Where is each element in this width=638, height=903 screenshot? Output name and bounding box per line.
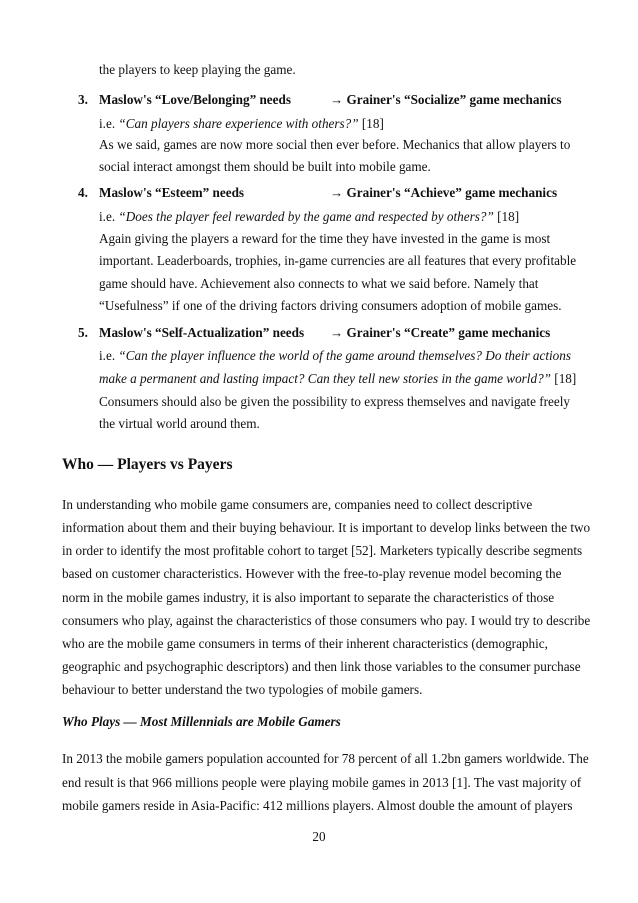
item-5-text-line: Consumers should also be given the possibility to express themselves and navigate freely <box>99 394 570 409</box>
item-3-question-line <box>99 116 384 132</box>
paragraph-line: information about them and their buying behaviour. It is important to develop links between the two <box>62 520 591 535</box>
item-4-question: “Does the player feel rewarded by the game and respected by others?” <box>118 209 494 224</box>
paragraph-line: end result is that 966 millions people were playing mobile games in 2013 [1]. The vast majority of <box>62 775 582 790</box>
item-4-text-line: “Usefulness” if one of the driving factors driving consumers adoption of mobile games. <box>99 298 562 313</box>
item-3-ref: [18] <box>358 116 384 131</box>
item-3-text-line: social interact amongst them should be built into mobile game. <box>99 159 431 174</box>
item-5-maslow: Maslow's “Self-Actualization” needs <box>99 325 305 340</box>
paragraph-line: In understanding who mobile game consumers are, companies need to collect descriptive <box>62 497 533 512</box>
paragraph-line: norm in the mobile games industry, it is also important to separate the characteristics of those <box>62 590 555 605</box>
item-3-question: “Can players share experience with others?” <box>118 116 359 131</box>
item-3-grainer: → Grainer's “Socialize” game mechanics <box>330 92 562 107</box>
item-4-question-line <box>99 209 519 225</box>
item-3-text-line: As we said, games are now more social then ever before. Mechanics that allow players to <box>99 137 571 152</box>
page-number: 20 <box>312 829 326 844</box>
paragraph-line: in order to identify the most profitable cohort to target [52]. Marketers typically describe segments <box>62 543 583 558</box>
paragraph-line: In 2013 the mobile gamers population accounted for 78 percent of all 1.2bn gamers worldwide. The <box>62 751 589 766</box>
item-5-text-line: the virtual world around them. <box>99 416 260 431</box>
item-4-text-line: game should have. Achievement also connects to what we said before. Namely that <box>99 276 539 291</box>
paragraph-line: based on customer characteristics. However with the free-to-play revenue model becoming the <box>62 566 562 581</box>
paragraph-line: geographic and psychographic descriptors) and then link those variables to the consumer purchase <box>62 659 581 674</box>
intro-line: the players to keep playing the game. <box>99 62 296 77</box>
paragraph-line: mobile gamers reside in Asia-Pacific: 412 millions players. Almost double the amount of players <box>62 798 573 813</box>
item-5-question: “Can the player influence the world of the game around themselves? Do their actions <box>118 348 572 363</box>
item-4-grainer: → Grainer's “Achieve” game mechanics <box>330 185 558 200</box>
subheading: Who Plays — Most Millennials are Mobile Gamers <box>62 714 341 729</box>
item-4-maslow: Maslow's “Esteem” needs <box>99 185 245 200</box>
item-5-question-cont: make a permanent and lasting impact? Can they tell new stories in the game world?” <box>99 371 551 386</box>
item-5-question-line-2 <box>99 371 576 387</box>
item-5-question-line <box>99 348 571 364</box>
item-4-number: 4. <box>78 185 88 200</box>
ie-prefix: i.e. <box>99 348 119 363</box>
item-3-number: 3. <box>78 92 88 107</box>
item-4-text-line: important. Leaderboards, trophies, in-game currencies are all features that every profitable <box>99 253 577 268</box>
item-5-ref: [18] <box>551 371 577 386</box>
item-3-maslow: Maslow's “Love/Belonging” needs <box>99 92 291 107</box>
item-5-number: 5. <box>78 325 88 340</box>
paragraph-line: behaviour to better understand the two typologies of mobile gamers. <box>62 682 423 697</box>
section-heading: Who — Players vs Payers <box>62 456 233 473</box>
item-5-grainer: → Grainer's “Create” game mechanics <box>330 325 551 340</box>
paragraph-line: who are the mobile game consumers in terms of their inherent characteristics (demographic, <box>62 636 548 651</box>
ie-prefix: i.e. <box>99 116 119 131</box>
item-4-text-line: Again giving the players a reward for the time they have invested in the game is most <box>99 231 551 246</box>
paragraph-line: consumers who play, against the characteristics of those consumers who pay. I would try to describe <box>62 613 591 628</box>
ie-prefix: i.e. <box>99 209 119 224</box>
item-4-ref: [18] <box>493 209 520 224</box>
